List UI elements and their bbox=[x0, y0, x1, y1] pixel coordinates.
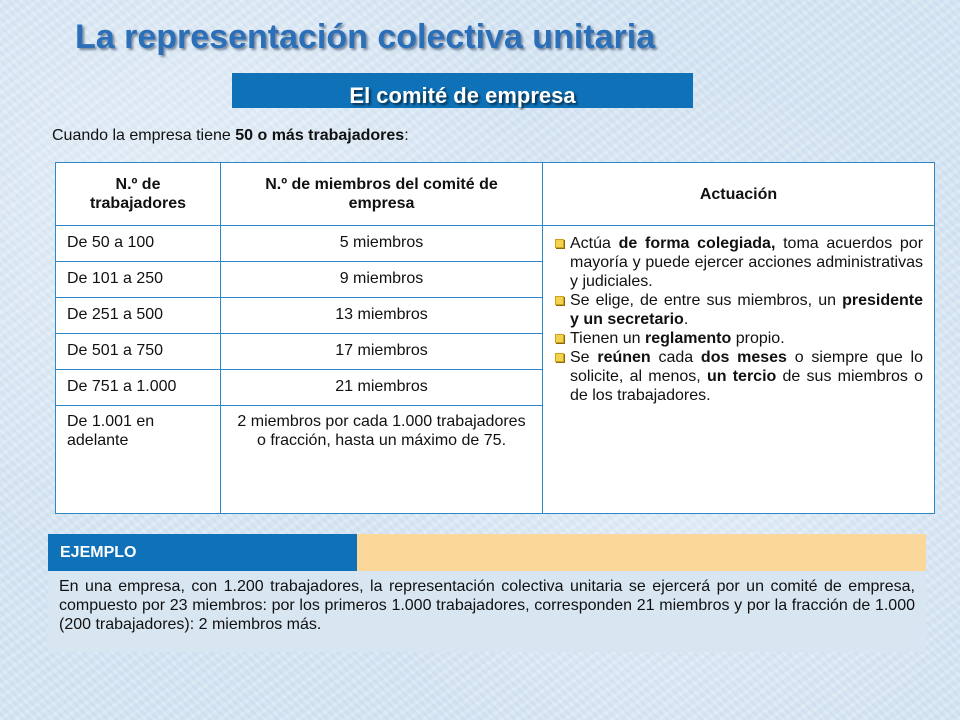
header-actuacion: Actuación bbox=[543, 163, 935, 226]
actuacion-cell bbox=[543, 226, 935, 514]
subtitle-banner bbox=[232, 73, 693, 108]
square-bullet-icon bbox=[555, 334, 564, 343]
row-members: 17 miembros bbox=[221, 334, 543, 370]
row-members: 5 miembros bbox=[221, 226, 543, 262]
intro-after: : bbox=[404, 127, 409, 144]
table-row bbox=[56, 226, 935, 262]
row-members: 9 miembros bbox=[221, 262, 543, 298]
example-header-fill bbox=[357, 534, 926, 571]
square-bullet-icon bbox=[555, 239, 564, 248]
actuacion-item: Tienen un reglamento propio. bbox=[554, 329, 923, 348]
square-bullet-icon bbox=[555, 296, 564, 305]
subtitle: El comité de empresa bbox=[349, 83, 576, 108]
row-range: De 751 a 1.000 bbox=[56, 370, 221, 406]
row-members: 2 miembros por cada 1.000 trabajadores o fracción, hasta un máximo de 75. bbox=[221, 406, 543, 514]
row-range: De 50 a 100 bbox=[56, 226, 221, 262]
row-range: De 1.001 en adelante bbox=[56, 406, 221, 514]
row-range: De 101 a 250 bbox=[56, 262, 221, 298]
square-bullet-icon bbox=[555, 353, 564, 362]
example-box bbox=[48, 534, 926, 652]
intro-before: Cuando la empresa tiene bbox=[52, 127, 236, 144]
table-header-row bbox=[56, 163, 935, 226]
intro-bold: 50 o más trabajadores bbox=[235, 127, 405, 144]
actuacion-item: Se elige, de entre sus miembros, un presidente y un secretario. bbox=[554, 291, 923, 329]
committee-table bbox=[55, 162, 935, 514]
example-header bbox=[48, 534, 926, 571]
header-workers: N.º de trabajadores bbox=[56, 163, 221, 226]
actuacion-item: Se reúnen cada dos meses o siempre que lo solicite, al menos, un tercio de sus miembros o de los trabajadores. bbox=[554, 348, 923, 405]
example-text: En una empresa, con 1.200 trabajadores, la representación colectiva unitaria se ejercerá por un comité de empresa, compuesto por 23 miembros: por los primeros 1.000 trabajadores, corresponden 21 miembros y por la fracción de 1.000 (200 trabajadores): 2 miembros más. bbox=[48, 571, 926, 652]
header-members: N.º de miembros del comité de empresa bbox=[221, 163, 543, 226]
actuacion-item: Actúa de forma colegiada, toma acuerdos por mayoría y puede ejercer acciones administrativas y judiciales. bbox=[554, 234, 923, 291]
row-range: De 251 a 500 bbox=[56, 298, 221, 334]
row-members: 21 miembros bbox=[221, 370, 543, 406]
intro-text bbox=[52, 127, 409, 145]
example-label: EJEMPLO bbox=[48, 534, 357, 571]
row-members: 13 miembros bbox=[221, 298, 543, 334]
row-range: De 501 a 750 bbox=[56, 334, 221, 370]
page-title: La representación colectiva unitaria bbox=[75, 18, 656, 56]
